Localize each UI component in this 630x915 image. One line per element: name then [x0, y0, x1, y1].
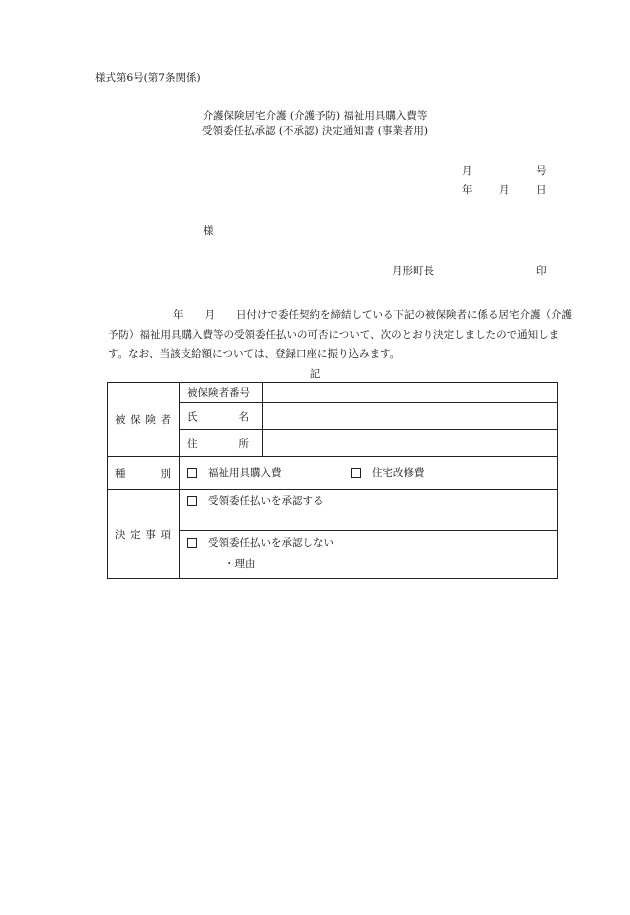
- checkbox-icon[interactable]: [187, 496, 197, 506]
- doc-number-suffix: 号: [536, 165, 547, 177]
- insured-char: 被: [115, 414, 126, 426]
- document-title-line1: 介護保険居宅介護 (介護予防) 福祉用具購入費等: [202, 110, 428, 122]
- insured-label: [108, 383, 180, 457]
- type-option-welfare[interactable]: [187, 465, 282, 480]
- decision-reject-label: 受領委任払いを承認しない: [208, 537, 334, 549]
- decision-char: 決: [115, 528, 126, 541]
- type-options: [180, 457, 558, 490]
- date-year: 年: [462, 184, 473, 196]
- decision-reject-option[interactable]: [187, 535, 334, 550]
- insured-number-label: 被保険者番号: [180, 383, 263, 403]
- decision-char: 定: [130, 528, 141, 541]
- type-label: [108, 457, 180, 490]
- body-text: 年 月 日付けで委任契約を締結している下記の被保険者に係る居宅介護（介護予防）福祉用具購入費等の受領委任払いの可否について、次のとおり決定しましたので通知します。なお、当該支給額については、登録口座に振り込みます。: [108, 309, 572, 360]
- decision-char: 項: [160, 528, 171, 541]
- insured-char: 者: [160, 414, 171, 426]
- decision-approve: [180, 490, 558, 531]
- insured-number-field[interactable]: [263, 383, 558, 403]
- type-option-housing[interactable]: [351, 465, 425, 480]
- date-month: 月: [499, 184, 510, 196]
- ki-heading: 記: [309, 368, 321, 380]
- insured-char: 保: [130, 414, 141, 426]
- seal-mark: 印: [536, 265, 547, 277]
- name-label: [180, 403, 263, 430]
- decision-label: [108, 490, 180, 579]
- document-title-line2: 受領委任払承認 (不承認) 決定通知書 (事業者用): [202, 125, 428, 137]
- insured-char: 険: [145, 414, 156, 426]
- address-char: 住: [187, 437, 198, 450]
- type-char: 別: [160, 467, 171, 480]
- decision-char: 事: [145, 528, 156, 541]
- decision-table: [107, 382, 558, 579]
- type-char: 種: [115, 467, 126, 480]
- form-number: 様式第6号(第7条関係): [95, 72, 201, 84]
- checkbox-icon[interactable]: [187, 538, 197, 548]
- type-option-welfare-label: 福祉用具購入費: [208, 467, 282, 480]
- address-field[interactable]: [263, 430, 558, 457]
- checkbox-icon[interactable]: [351, 468, 361, 478]
- type-option-housing-label: 住宅改修費: [371, 467, 425, 480]
- decision-approve-label: 受領委任払いを承認する: [208, 495, 324, 507]
- reason-label: ・理由: [224, 557, 256, 570]
- name-char: 名: [238, 410, 249, 423]
- body-paragraph: [108, 306, 578, 365]
- addressee-suffix: 様: [203, 225, 214, 237]
- address-label: [180, 430, 263, 457]
- doc-number-month: 月: [462, 165, 473, 177]
- checkbox-icon[interactable]: [187, 468, 197, 478]
- decision-reject: [180, 531, 558, 579]
- address-char: 所: [238, 437, 249, 450]
- date-day: 日: [536, 184, 547, 196]
- issuer-name: 月形町長: [392, 265, 434, 277]
- decision-approve-option[interactable]: [187, 493, 324, 508]
- name-field[interactable]: [263, 403, 558, 430]
- name-char: 氏: [187, 410, 198, 423]
